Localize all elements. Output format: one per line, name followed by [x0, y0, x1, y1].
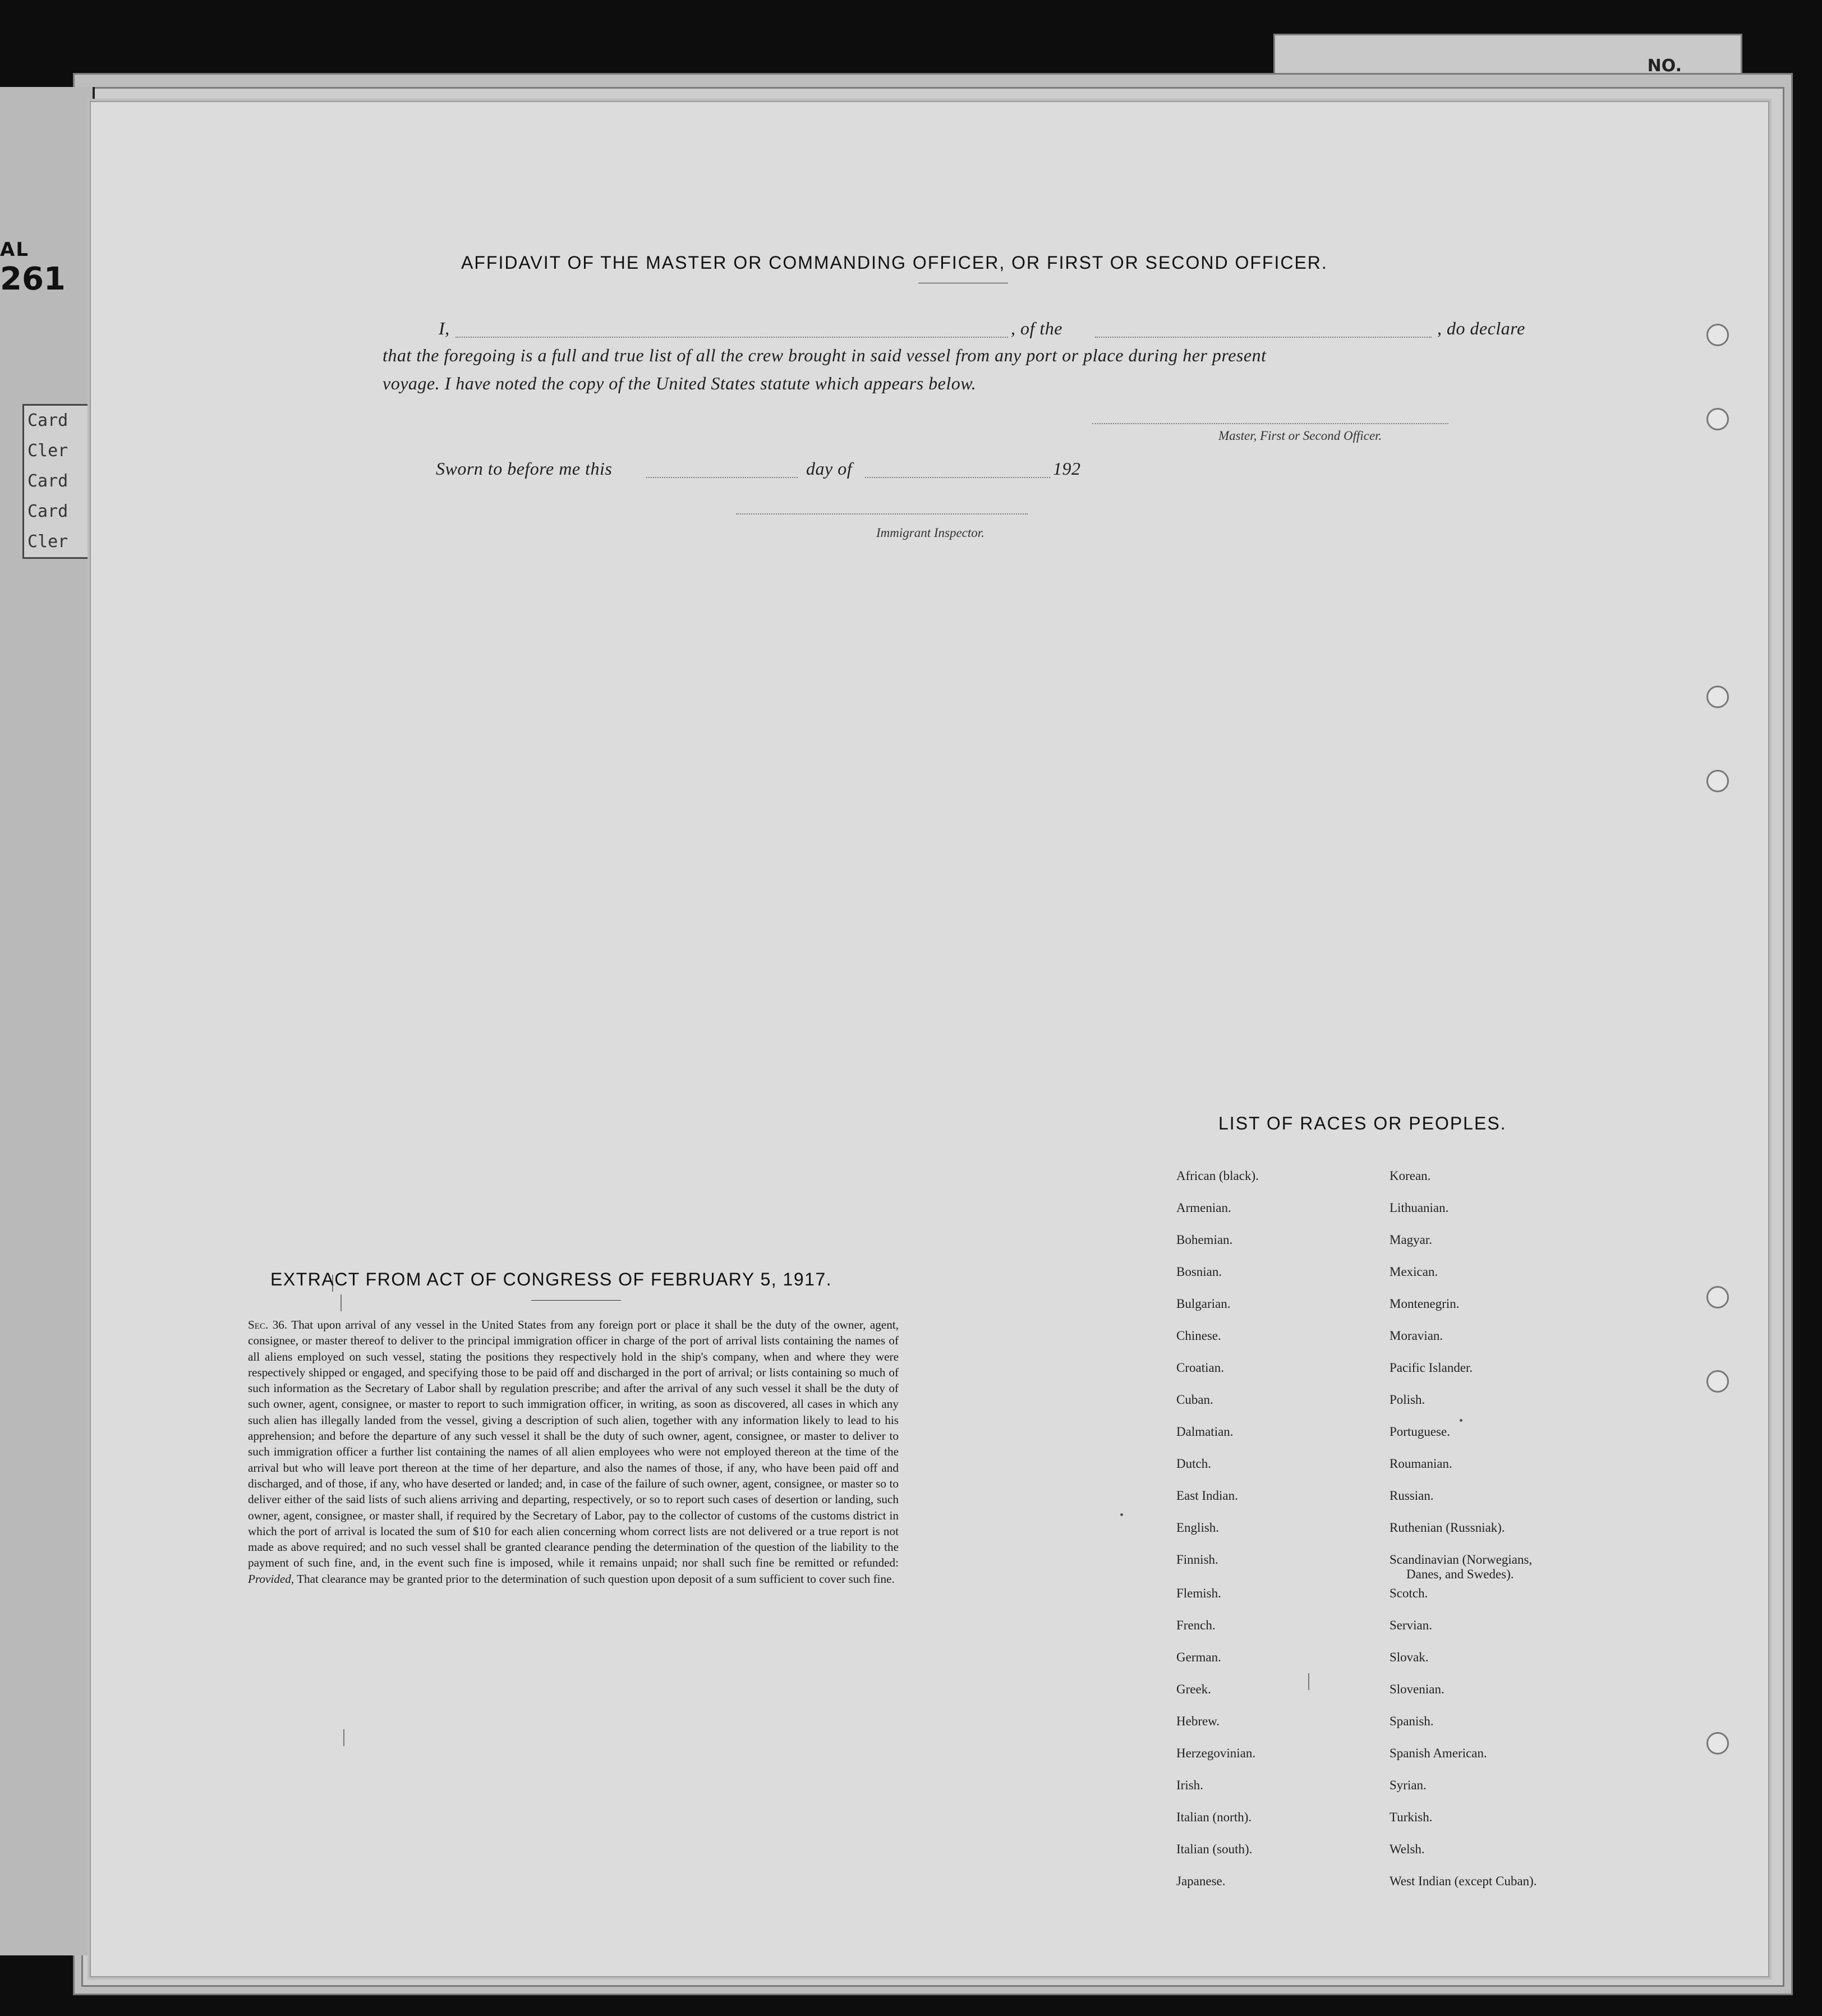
race-item: Portuguese. — [1389, 1425, 1450, 1439]
extract-body-text-2: That clearance may be granted prior to the determination of such question upon deposit of a sum sufficient to cover such fine. — [297, 1572, 895, 1586]
signature-caption: Master, First or Second Officer. — [1218, 429, 1382, 443]
races-title: LIST OF RACES OR PEOPLES. — [1218, 1113, 1507, 1133]
race-item: Greek. — [1176, 1682, 1211, 1696]
race-item: Spanish. — [1389, 1714, 1434, 1728]
race-item: Lithuanian. — [1389, 1201, 1449, 1215]
signature-blank — [1092, 423, 1448, 424]
race-item: Italian (south). — [1176, 1842, 1253, 1856]
race-item: Roumanian. — [1389, 1457, 1452, 1471]
race-item: Spanish American. — [1389, 1746, 1487, 1760]
affidavit-line-2: that the foregoing is a full and true list of all the crew brought in said vessel from any port or place during her present — [383, 345, 1267, 365]
race-item: Cuban. — [1176, 1393, 1213, 1407]
extract-body — [248, 1317, 899, 1587]
race-item: Slovenian. — [1389, 1682, 1444, 1696]
affidavit-line-3: voyage. I have noted the copy of the United States statute which appears below. — [383, 373, 977, 393]
punch-hole — [1706, 1370, 1729, 1393]
stray-mark — [1120, 1513, 1123, 1516]
extract-provided: Provided, — [248, 1572, 295, 1586]
left-clip-label — [0, 238, 90, 297]
left-clip-box — [22, 404, 93, 559]
affidavit-i: I, — [439, 318, 450, 338]
left-box-row: Cler — [27, 532, 68, 552]
sworn-text: Sworn to before me this — [436, 458, 613, 479]
race-item: Dalmatian. — [1176, 1425, 1234, 1439]
inspector-caption: Immigrant Inspector. — [876, 526, 984, 540]
left-clip-label-top: AL — [0, 238, 29, 261]
race-item: Japanese. — [1176, 1874, 1226, 1888]
race-item: Scotch. — [1389, 1586, 1428, 1600]
extract-section-label: Sec. 36. — [248, 1318, 288, 1331]
race-item: Moravian. — [1389, 1329, 1443, 1343]
stray-mark — [1460, 1419, 1462, 1422]
race-item: Bohemian. — [1176, 1233, 1233, 1247]
race-item: German. — [1176, 1650, 1221, 1664]
margin-tick — [1308, 1673, 1309, 1690]
race-item: West Indian (except Cuban). — [1389, 1874, 1537, 1888]
race-item: Montenegrin. — [1389, 1297, 1460, 1311]
race-item: Flemish. — [1176, 1586, 1221, 1600]
tab-number-label: NO. — [1647, 56, 1682, 76]
vessel-blank — [1095, 337, 1432, 338]
punch-hole — [1706, 1732, 1729, 1755]
race-item: Armenian. — [1176, 1201, 1231, 1215]
race-item: Slovak. — [1389, 1650, 1429, 1664]
race-item: Scandinavian (Norwegians, — [1389, 1553, 1533, 1567]
race-item: Pacific Islander. — [1389, 1361, 1473, 1375]
race-item: East Indian. — [1176, 1489, 1238, 1503]
race-item: Polish. — [1389, 1393, 1425, 1407]
punch-hole — [1706, 686, 1729, 708]
margin-tick — [341, 1294, 342, 1311]
race-item: Danes, and Swedes). — [1406, 1567, 1514, 1581]
race-item: Croatian. — [1176, 1361, 1224, 1375]
race-item: Korean. — [1389, 1169, 1431, 1183]
race-item: Servian. — [1389, 1618, 1433, 1632]
left-box-row: Cler — [27, 441, 68, 461]
race-item: Hebrew. — [1176, 1714, 1220, 1728]
race-item: Welsh. — [1389, 1842, 1425, 1856]
left-clip-label-number: 261 — [0, 261, 66, 297]
race-item: Magyar. — [1389, 1233, 1433, 1247]
sworn-day-blank — [646, 477, 798, 478]
punch-hole — [1706, 408, 1729, 430]
race-item: Mexican. — [1389, 1265, 1438, 1279]
race-item: Bulgarian. — [1176, 1297, 1231, 1311]
punch-hole — [1706, 1286, 1729, 1308]
affidavit-declare: , do declare — [1437, 318, 1525, 338]
left-box-row: Card — [27, 502, 68, 521]
race-item: Syrian. — [1389, 1778, 1427, 1792]
race-item: English. — [1176, 1521, 1220, 1535]
race-item: Irish. — [1176, 1778, 1203, 1792]
race-item: Chinese. — [1176, 1329, 1221, 1343]
race-item: Dutch. — [1176, 1457, 1211, 1471]
month-blank — [865, 477, 1050, 478]
race-item: Italian (north). — [1176, 1810, 1252, 1824]
day-of-text: day of — [806, 458, 853, 479]
race-item: French. — [1176, 1618, 1216, 1632]
race-item: African (black). — [1176, 1169, 1259, 1183]
extract-title: EXTRACT FROM ACT OF CONGRESS OF FEBRUARY 5, 1917. — [270, 1269, 832, 1289]
left-box-row: Card — [27, 471, 68, 491]
left-box-row: Card — [27, 411, 68, 430]
punch-hole — [1706, 324, 1729, 346]
document-page — [90, 101, 1769, 1977]
punch-hole — [1706, 770, 1729, 792]
extract-body-text: That upon arrival of any vessel in the United States from any foreign port or place it shall be the duty of the owner, agent, consignee, or master thereof to deliver to the principal immigration officer in charge of the port of arrival lists containing the names of all aliens employed on such vessel, stating the positions they respectively hold in the ship's company, when and where they were respectively shipped or engaged, and specifying those to be paid off and discharged in the port of arrival; or lists containing so much of such information as the Secretary of Labor shall by regulation prescribe; and after the arrival of any such vessel it shall be the duty of such owner, agent, consignee, or master to report to such immigration officer, in writing, as soon as discovered, all cases in which any such alien has illegally landed from the vessel, giving a description of such alien, together with any information likely to lead to his apprehension; and before the departure of any such vessel it shall be the duty of such owner, agent, consignee, or master to deliver to such immigration officer a further list containing the names of all alien employees who were not employed thereon at the time of the arrival but who will leave port thereon at the time of her departure, and also the names of those, if any, who have been paid off and discharged, and of those, if any, who have deserted or landed; and, in case of the failure of such owner, agent, consignee, or master so to deliver either of the said lists of such aliens arriving and departing, respectively, or so to report such cases of desertion or landing, such owner, agent, consignee, or master shall, if required by the Secretary of Labor, pay to the collector of customs of the customs district in which the port of arrival is located the sum of $10 for each alien concerning whom correct lists are not delivered or a true report is not made as above required; and no such vessel shall be granted clearance pending the determination of the question of the liability to the payment of such fine, and, in the event such fine is imposed, while it remains unpaid; nor shall such fine be remitted or refunded: — [248, 1318, 899, 1570]
name-blank — [456, 337, 1008, 338]
race-item: Bosnian. — [1176, 1265, 1222, 1279]
margin-tick — [343, 1729, 344, 1746]
year-text: 192 — [1053, 458, 1081, 479]
affidavit-title: AFFIDAVIT OF THE MASTER OR COMMANDING OFFICER, OR FIRST OR SECOND OFFICER. — [461, 252, 1328, 273]
race-item: Russian. — [1389, 1489, 1434, 1503]
race-item: Finnish. — [1176, 1553, 1218, 1567]
race-item: Turkish. — [1389, 1810, 1433, 1824]
affidavit-of-the: , of the — [1011, 318, 1062, 338]
inspector-blank — [736, 513, 1028, 515]
extract-title-rule — [531, 1300, 621, 1301]
race-item: Herzegovinian. — [1176, 1746, 1256, 1760]
left-clip-strip — [0, 87, 95, 1955]
race-item: Ruthenian (Russniak). — [1389, 1521, 1505, 1535]
